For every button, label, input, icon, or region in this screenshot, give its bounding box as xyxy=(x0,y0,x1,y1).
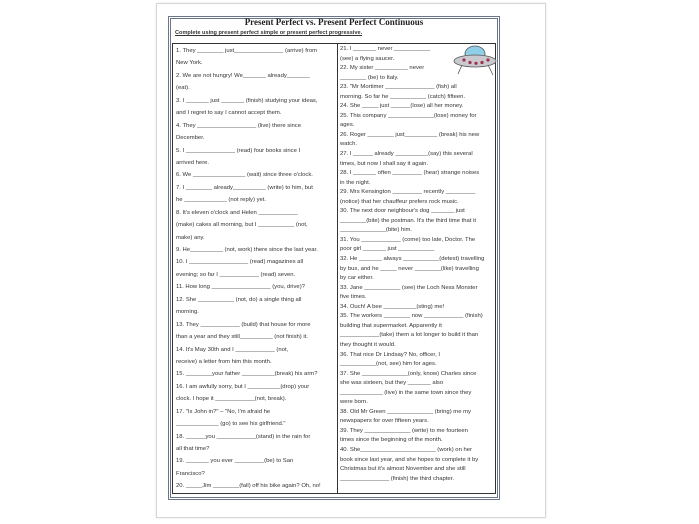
exercise-line: 9. He__________ (not, work) there since the last year. xyxy=(176,247,318,253)
exercise-line: 8. It's eleven o'clock and Helen ____________ xyxy=(176,209,298,216)
exercise-line: 35. The workers ________ now ____________ (finish) xyxy=(340,313,483,320)
exercise-item xyxy=(176,207,321,244)
exercise-item xyxy=(340,370,484,408)
exercise-item xyxy=(340,284,484,303)
exercise-line: 29. Mrs Kensington _________ recently _________ xyxy=(340,189,476,196)
exercise-line: 1. They ________ just_______________ (arrive) from xyxy=(176,48,318,54)
exercise-item xyxy=(340,150,484,169)
exercise-line: 23. "Mr Mortimer _______________ (fish) all xyxy=(340,84,457,91)
exercise-line: 10. I __________________ (read) magazines all xyxy=(176,259,304,266)
exercise-item xyxy=(176,45,321,70)
exercise-line: 18. ______you ____________(stand) in the rain for xyxy=(176,433,311,440)
exercise-item xyxy=(176,244,321,256)
exercise-line: by car either. xyxy=(340,275,374,282)
exercise-line: 38. Old Mr Green ______________ (bring) me my xyxy=(340,408,471,415)
exercise-line: watch. xyxy=(340,141,358,148)
exercise-line: ____________(take) them a lot longer to build it than xyxy=(340,332,479,339)
exercise-line: (see) a flying saucer. xyxy=(340,55,395,62)
exercise-line: 32. He _______ always ___________(detest) travelling xyxy=(340,256,485,263)
exercise-item xyxy=(176,95,321,120)
exercise-line: all that time? xyxy=(176,446,210,452)
exercise-line: 24. She _____ just ______(lose) all her money. xyxy=(340,103,464,110)
exercise-item xyxy=(340,83,484,102)
exercise-line: 33. Jane ___________ (see) the Loch Ness Monster xyxy=(340,284,478,291)
exercise-line: they thought it would. xyxy=(340,341,396,348)
exercise-item xyxy=(176,145,321,170)
exercise-line: 6. We ________________ (wait) since three o'clock. xyxy=(176,172,313,179)
exercise-line: than a year and they still__________ (not finish) it. xyxy=(176,334,308,341)
exercise-item xyxy=(340,102,484,112)
exercise-line: morning. xyxy=(176,309,199,316)
exercise-line: were born. xyxy=(340,399,368,406)
exercise-line: 21. I _______ never ___________ xyxy=(340,46,431,52)
exercise-line: 16. I am awfully sorry, but I __________(drop) your xyxy=(176,383,310,390)
exercise-line: ages. xyxy=(340,122,355,129)
exercise-item xyxy=(340,312,484,350)
exercise-line: New York. xyxy=(176,60,203,67)
exercise-line: 20. _____Jim ________(fall) off his bike again? Oh, no! xyxy=(176,483,321,490)
exercise-line: she was sixteen, but they _______ also xyxy=(340,380,444,387)
column-divider xyxy=(337,43,338,494)
exercise-line: 7. I ________ already__________ (write) to him, but xyxy=(176,184,313,191)
exercise-item xyxy=(340,427,484,446)
exercise-line: 12. She ___________ (not, do) a single thing all xyxy=(176,296,302,303)
exercise-line: 40. She_______________________ (work) on her xyxy=(340,446,472,453)
exercise-line: 15. ________your father __________(break) his arm? xyxy=(176,371,318,378)
exercise-line: 4. They __________________ (live) there since xyxy=(176,122,301,129)
exercise-item xyxy=(176,455,321,480)
exercise-line: ______________(bite) him. xyxy=(340,227,413,234)
exercise-line: 27. I ______ already __________(say) this several xyxy=(340,151,473,158)
exercise-line: morning. So far he ___________ (catch) fifteen. xyxy=(340,93,466,100)
exercise-item xyxy=(176,294,321,319)
exercise-line: 37. She ______________(only, know) Charles since xyxy=(340,370,477,377)
exercise-line: _______________ (finish) the third chapter. xyxy=(340,475,454,482)
exercise-line: book since last year, and she hopes to complete it by xyxy=(340,456,479,463)
exercise-line: _____________ (live) in the same town since they xyxy=(340,389,472,396)
exercise-item xyxy=(176,256,321,281)
exercise-item xyxy=(340,169,484,188)
exercise-line: ________(bite) the postman. It's the third time that it xyxy=(340,217,477,224)
exercise-line: 14. It's May 30th and I ____________ (not, xyxy=(176,346,289,353)
exercise-line: he _____________ (not reply) yet. xyxy=(176,197,267,204)
exercise-line: 26. Roger ________ just__________ (break) his new xyxy=(340,131,480,138)
exercise-item xyxy=(176,406,321,431)
exercise-item xyxy=(176,480,321,492)
exercise-line: Francisco? xyxy=(176,470,205,477)
exercise-line: 36. That nice Dr Lindsay? No, officer, I xyxy=(340,351,440,358)
exercise-item xyxy=(340,207,484,236)
exercise-item xyxy=(340,255,484,284)
exercise-item xyxy=(340,303,484,313)
exercise-line: 31. You ____________ (come) too late, Doctor. The xyxy=(340,236,476,243)
exercise-item xyxy=(340,446,484,484)
exercise-line: 25. This company ______________(lose) money for xyxy=(340,112,477,119)
exercise-item xyxy=(340,112,484,131)
exercise-line: times since the beginning of the month. xyxy=(340,437,443,444)
exercise-item xyxy=(176,120,321,145)
exercise-line: _____________ (go) to see his girlfriend." xyxy=(176,421,286,428)
exercise-item xyxy=(176,319,321,344)
exercise-line: 34. Ouch! A bee __________(sting) me! xyxy=(340,303,445,310)
exercise-line: 11. How long __________________ (you, drive)? xyxy=(176,284,305,291)
exercise-item xyxy=(340,131,484,150)
exercise-line: and I regret to say I cannot accept them. xyxy=(176,110,282,117)
exercise-line: (make) cakes all morning, but I ___________ (not, xyxy=(176,222,308,229)
exercise-line: make) any. xyxy=(176,234,205,241)
exercise-line: arrived here. xyxy=(176,159,210,166)
exercise-line: 5. I _______________ (read) four books since I xyxy=(176,147,301,154)
exercise-line: newspapers for over fifteen years. xyxy=(340,418,429,425)
exercise-item xyxy=(176,281,321,293)
exercise-item xyxy=(340,351,484,370)
exercise-line: evening; so far I ____________ (read) seven. xyxy=(176,271,296,278)
exercise-item xyxy=(176,70,321,95)
exercise-item xyxy=(176,169,321,181)
instructions: Complete using present perfect simple or present perfect progressive. xyxy=(175,30,363,36)
exercise-item xyxy=(176,431,321,456)
exercise-line: five times. xyxy=(340,294,367,301)
exercise-item xyxy=(340,236,484,255)
exercise-line: times, but now I shall say it again. xyxy=(340,160,429,167)
exercise-line: 22. My sister __________ never xyxy=(340,65,425,72)
exercise-line: (eat). xyxy=(176,85,190,92)
flying-saucer-icon xyxy=(452,44,498,78)
page-title: Present Perfect vs. Present Perfect Continuous xyxy=(244,17,424,27)
exercise-line: 3. I _______ just _______ (finish) studying your ideas, xyxy=(176,97,318,104)
exercise-item xyxy=(340,188,484,207)
exercise-item xyxy=(176,344,321,369)
exercise-line: 19. _______ you ever _________(be) to San xyxy=(176,458,294,465)
exercise-item xyxy=(176,381,321,406)
exercise-line: receive) a letter from him this month. xyxy=(176,358,272,365)
exercise-line: December. xyxy=(176,135,205,142)
exercise-line: (notice) that her chauffeur prefers rock music. xyxy=(340,198,459,205)
exercise-item xyxy=(176,368,321,380)
exercise-line: Christmas but it's almost November and she still xyxy=(340,466,466,473)
exercise-item xyxy=(176,182,321,207)
exercise-line: 28. I _______ often _________ (hear) strange noises xyxy=(340,170,480,177)
left-column xyxy=(176,45,321,493)
exercise-line: 17. "Is John in?" – "No, I'm afraid he xyxy=(176,408,271,415)
exercise-line: 30. The next door neighbour's dog _______ just xyxy=(340,208,465,215)
exercise-line: 39. They ______________ (write) to me fourteen xyxy=(340,427,468,434)
exercise-line: ___________(not, see) him for ages. xyxy=(340,361,437,368)
exercise-line: 2. We are not hungry! We_______ already_______ xyxy=(176,72,310,79)
exercise-line: by bus, and he _____ never ________(like) travelling xyxy=(340,265,479,272)
exercise-line: building that supermarket. Apparently it xyxy=(340,322,442,329)
exercise-line: poor girl _______ just ___________ xyxy=(340,246,435,253)
right-column xyxy=(340,45,484,484)
exercise-item xyxy=(340,408,484,427)
exercise-line: ________ (be) to Italy. xyxy=(340,74,399,81)
exercise-line: in the night. xyxy=(340,179,371,186)
exercise-line: clock. I hope it ____________(not, break). xyxy=(176,396,287,403)
exercise-line: 13. They ____________ (build) that house for more xyxy=(176,321,311,328)
